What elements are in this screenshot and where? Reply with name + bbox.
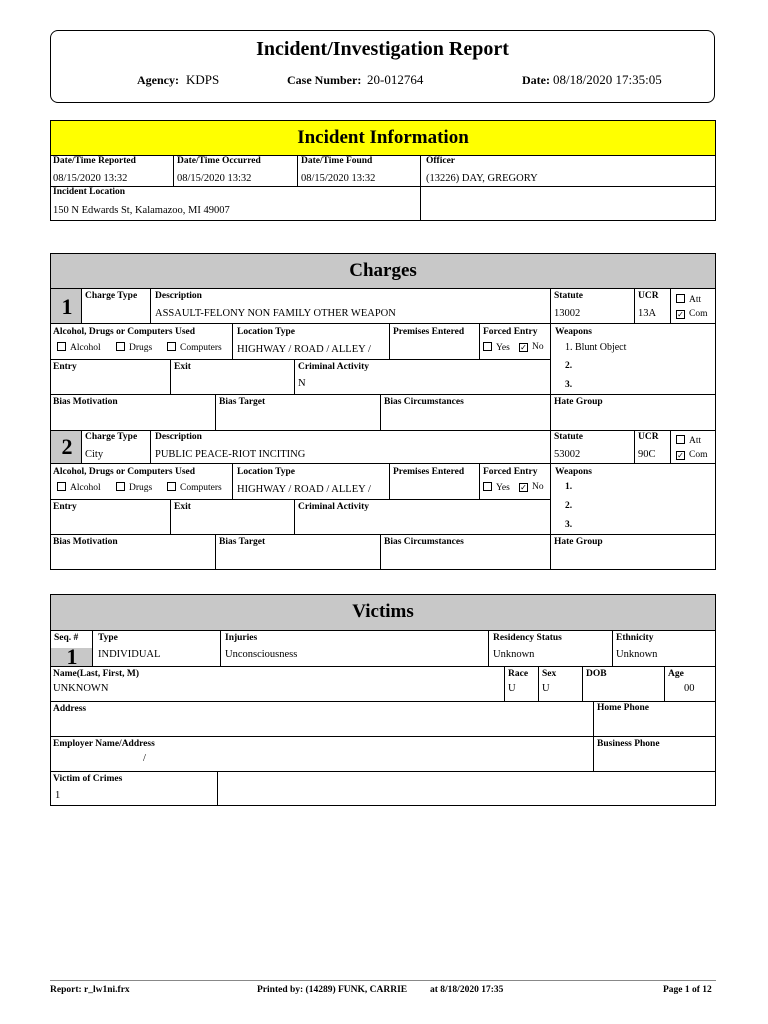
location-type-value: HIGHWAY / ROAD / ALLEY / xyxy=(237,344,371,355)
victims-heading: Victims xyxy=(352,601,414,622)
statute-value: 13002 xyxy=(554,308,581,319)
victim-of-crimes-label: Victim of Crimes xyxy=(53,774,123,784)
alcohol-checkbox[interactable]: Alcohol xyxy=(57,342,101,353)
victim-type-value: INDIVIDUAL xyxy=(98,649,161,660)
date-found-label: Date/Time Found xyxy=(301,156,373,166)
date-reported-value: 08/15/2020 13:32 xyxy=(53,173,128,184)
incident-location-value: 150 N Edwards St, Kalamazoo, MI 49007 xyxy=(53,205,230,216)
charge-type-value: City xyxy=(85,449,104,460)
footer-printed-at: at 8/18/2020 17:35 xyxy=(430,985,504,995)
employer-value: / xyxy=(143,753,146,764)
checkbox-empty-icon xyxy=(116,482,125,491)
checkbox-checked-icon: ✓ xyxy=(520,483,527,492)
charge-type-label: Charge Type xyxy=(85,291,138,301)
com-checkbox[interactable]: ✓ Com xyxy=(677,309,708,319)
forced-no-checkbox[interactable]: ✓ No xyxy=(520,482,544,492)
location-type-label: Location Type xyxy=(237,467,295,477)
checkbox-checked-icon: ✓ xyxy=(520,343,527,352)
exit-label: Exit xyxy=(174,362,191,372)
bias-target-label: Bias Target xyxy=(219,537,266,547)
case-number-label: Case Number: xyxy=(287,73,362,87)
ucr-value: 13A xyxy=(638,308,657,319)
checkbox-empty-icon xyxy=(676,294,685,303)
age-value: 00 xyxy=(684,683,695,694)
hate-group-label: Hate Group xyxy=(554,397,603,407)
date-value: 08/18/2020 17:35:05 xyxy=(553,72,662,87)
agency-label: Agency: xyxy=(137,73,179,87)
att-checkbox[interactable]: Att xyxy=(676,294,701,305)
sex-label: Sex xyxy=(542,669,557,679)
location-type-label: Location Type xyxy=(237,327,295,337)
victim-type-label: Type xyxy=(98,633,118,643)
statute-value: 53002 xyxy=(554,449,581,460)
bias-motivation-label: Bias Motivation xyxy=(53,397,118,407)
drugs-checkbox[interactable]: Drugs xyxy=(116,482,152,493)
criminal-activity-label: Criminal Activity xyxy=(298,502,369,512)
forced-entry-label: Forced Entry xyxy=(483,467,538,477)
computers-checkbox[interactable]: Computers xyxy=(167,482,222,493)
incident-heading: Incident Information xyxy=(297,127,469,148)
statute-label: Statute xyxy=(554,432,584,442)
checkbox-checked-icon: ✓ xyxy=(677,451,684,460)
report-title: Incident/Investigation Report xyxy=(256,38,509,60)
bias-circumstances-label: Bias Circumstances xyxy=(384,397,464,407)
residency-label: Residency Status xyxy=(493,633,562,643)
officer-label: Officer xyxy=(426,156,456,166)
checkbox-empty-icon xyxy=(116,342,125,351)
weapon-2-value: 2. xyxy=(565,501,573,511)
agency-value: KDPS xyxy=(186,72,220,87)
footer-report: Report: r_lw1ni.frx xyxy=(50,985,130,995)
injuries-value: Unconsciousness xyxy=(225,649,298,660)
sex-value: U xyxy=(542,683,550,694)
charge-type-label: Charge Type xyxy=(85,432,138,442)
victim-name-label: Name(Last, First, M) xyxy=(53,669,140,679)
ucr-label: UCR xyxy=(638,432,659,442)
ethnicity-value: Unknown xyxy=(616,649,658,660)
business-phone-label: Business Phone xyxy=(597,739,660,749)
adc-label: Alcohol, Drugs or Computers Used xyxy=(53,327,196,337)
victim-seq-number: 1 xyxy=(66,644,78,669)
adc-label: Alcohol, Drugs or Computers Used xyxy=(53,467,196,477)
computers-checkbox[interactable]: Computers xyxy=(167,342,222,353)
ethnicity-label: Ethnicity xyxy=(616,633,654,643)
weapon-2-value: 2. xyxy=(565,361,573,371)
victim-of-crimes-value: 1 xyxy=(55,790,61,801)
race-value: U xyxy=(508,683,516,694)
com-checkbox[interactable]: ✓ Com xyxy=(677,450,708,460)
checkbox-empty-icon xyxy=(57,342,66,351)
weapon-1-value: 1. xyxy=(565,482,573,492)
premises-label: Premises Entered xyxy=(393,467,465,477)
checkbox-empty-icon xyxy=(167,342,176,351)
ucr-label: UCR xyxy=(638,291,659,301)
entry-label: Entry xyxy=(53,362,77,372)
injuries-label: Injuries xyxy=(225,633,258,643)
checkbox-empty-icon xyxy=(483,342,492,351)
bias-target-label: Bias Target xyxy=(219,397,266,407)
checkbox-empty-icon xyxy=(167,482,176,491)
att-checkbox[interactable]: Att xyxy=(676,435,701,446)
charges-heading: Charges xyxy=(349,260,417,281)
footer-divider xyxy=(50,980,716,981)
date-occurred-value: 08/15/2020 13:32 xyxy=(177,173,252,184)
description-label: Description xyxy=(155,291,202,301)
checkbox-empty-icon xyxy=(676,435,685,444)
hate-group-label: Hate Group xyxy=(554,537,603,547)
checkbox-empty-icon xyxy=(483,482,492,491)
bias-circumstances-label: Bias Circumstances xyxy=(384,537,464,547)
forced-entry-label: Forced Entry xyxy=(483,327,538,337)
charge-1-number: 1 xyxy=(61,294,73,319)
weapon-3-value: 3. xyxy=(565,520,573,530)
alcohol-checkbox[interactable]: Alcohol xyxy=(57,482,101,493)
date-label: Date: xyxy=(522,73,550,87)
ucr-value: 90C xyxy=(638,449,656,460)
location-type-value: HIGHWAY / ROAD / ALLEY / xyxy=(237,484,371,495)
charge-2-number: 2 xyxy=(61,434,73,459)
footer-printed-by: Printed by: (14289) FUNK, CARRIE xyxy=(257,985,408,995)
case-number-value: 20-012764 xyxy=(367,72,424,87)
bias-motivation-label: Bias Motivation xyxy=(53,537,118,547)
seq-label: Seq. # xyxy=(54,633,79,643)
victim-name-value: UNKNOWN xyxy=(53,683,109,694)
employer-label: Employer Name/Address xyxy=(53,739,155,749)
dob-label: DOB xyxy=(586,669,607,679)
description-value: PUBLIC PEACE-RIOT INCITING xyxy=(155,449,306,460)
race-label: Race xyxy=(508,669,529,679)
criminal-activity-value: N xyxy=(298,378,306,389)
home-phone-label: Home Phone xyxy=(597,703,649,713)
exit-label: Exit xyxy=(174,502,191,512)
criminal-activity-label: Criminal Activity xyxy=(298,362,369,372)
description-value: ASSAULT-FELONY NON FAMILY OTHER WEAPON xyxy=(155,308,396,319)
weapons-label: Weapons xyxy=(555,327,592,337)
date-reported-label: Date/Time Reported xyxy=(53,156,136,166)
weapon-1-value: 1. Blunt Object xyxy=(565,342,627,353)
forced-yes-checkbox[interactable]: Yes xyxy=(483,342,510,353)
weapon-3-value: 3. xyxy=(565,380,573,390)
officer-value: (13226) DAY, GREGORY xyxy=(426,173,538,184)
footer-page: Page 1 of 12 xyxy=(663,985,712,995)
drugs-checkbox[interactable]: Drugs xyxy=(116,342,152,353)
date-found-value: 08/15/2020 13:32 xyxy=(301,173,376,184)
description-label: Description xyxy=(155,432,202,442)
forced-no-checkbox[interactable]: ✓ No xyxy=(520,342,544,352)
premises-label: Premises Entered xyxy=(393,327,465,337)
incident-location-label: Incident Location xyxy=(53,187,126,197)
date-occurred-label: Date/Time Occurred xyxy=(177,156,261,166)
statute-label: Statute xyxy=(554,291,584,301)
residency-value: Unknown xyxy=(493,649,535,660)
checkbox-empty-icon xyxy=(57,482,66,491)
address-label: Address xyxy=(53,704,87,714)
age-label: Age xyxy=(668,669,684,679)
checkbox-checked-icon: ✓ xyxy=(677,310,684,319)
entry-label: Entry xyxy=(53,502,77,512)
forced-yes-checkbox[interactable]: Yes xyxy=(483,482,510,493)
weapons-label: Weapons xyxy=(555,467,592,477)
